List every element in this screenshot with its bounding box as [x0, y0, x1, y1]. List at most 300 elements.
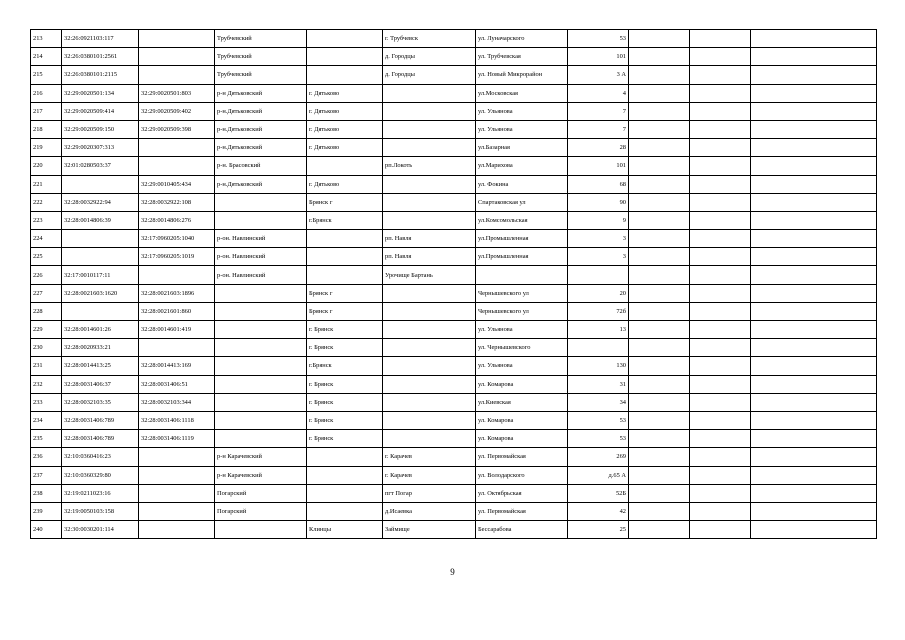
building-cadastral-number-cell: 32:17:0960205:1040: [139, 230, 215, 248]
extra-1-cell: [629, 266, 690, 284]
extra-1-cell: [629, 30, 690, 48]
row-number-cell: 235: [31, 430, 62, 448]
row-number-cell: 227: [31, 284, 62, 302]
settlement-cell: [383, 120, 476, 138]
settlement-cell: [383, 393, 476, 411]
city-cell: г. Брянск: [307, 430, 383, 448]
house-number-cell: д.65 А: [568, 466, 629, 484]
building-cadastral-number-cell: 32:28:0014601:419: [139, 321, 215, 339]
row-number-cell: 217: [31, 102, 62, 120]
extra-2-cell: [690, 521, 751, 539]
city-cell: г. Дятьково: [307, 139, 383, 157]
blank-cell: [751, 157, 877, 175]
blank-cell: [751, 521, 877, 539]
table-row: [31, 502, 877, 520]
cadastral-number-cell: 32:19:0050103:158: [62, 502, 139, 520]
street-cell: ул.Промышленная: [476, 248, 568, 266]
cadastral-number-cell: 32:29:0020501:134: [62, 84, 139, 102]
building-cadastral-number-cell: 32:29:0020509:402: [139, 102, 215, 120]
cadastral-number-cell: [62, 302, 139, 320]
settlement-cell: г. Карачев: [383, 466, 476, 484]
row-number-cell: 234: [31, 411, 62, 429]
house-number-cell: 101: [568, 48, 629, 66]
blank-cell: [751, 375, 877, 393]
house-number-cell: 3: [568, 230, 629, 248]
extra-1-cell: [629, 521, 690, 539]
city-cell: г. Брянск: [307, 411, 383, 429]
house-number-cell: [568, 266, 629, 284]
street-cell: ул.Базарная: [476, 139, 568, 157]
extra-2-cell: [690, 211, 751, 229]
settlement-cell: г. Трубчевск: [383, 30, 476, 48]
blank-cell: [751, 230, 877, 248]
row-number-cell: 222: [31, 193, 62, 211]
table-row: [31, 84, 877, 102]
table-row: [31, 120, 877, 138]
city-cell: [307, 30, 383, 48]
building-cadastral-number-cell: 32:28:0031406:1118: [139, 411, 215, 429]
street-cell: ул.Киевская: [476, 393, 568, 411]
blank-cell: [751, 466, 877, 484]
house-number-cell: 101: [568, 157, 629, 175]
district-cell: [215, 375, 307, 393]
row-number-cell: 216: [31, 84, 62, 102]
city-cell: [307, 248, 383, 266]
row-number-cell: 230: [31, 339, 62, 357]
house-number-cell: 31: [568, 375, 629, 393]
street-cell: ул. Комарова: [476, 411, 568, 429]
settlement-cell: пгт Погар: [383, 484, 476, 502]
table-row: [31, 102, 877, 120]
building-cadastral-number-cell: [139, 521, 215, 539]
row-number-cell: 224: [31, 230, 62, 248]
extra-2-cell: [690, 411, 751, 429]
extra-2-cell: [690, 120, 751, 138]
city-cell: г. Брянск: [307, 321, 383, 339]
settlement-cell: [383, 84, 476, 102]
city-cell: г. Брянск: [307, 339, 383, 357]
district-cell: [215, 193, 307, 211]
extra-2-cell: [690, 157, 751, 175]
table-row: [31, 139, 877, 157]
extra-2-cell: [690, 302, 751, 320]
district-cell: р-он. Навлинский: [215, 266, 307, 284]
house-number-cell: 130: [568, 357, 629, 375]
house-number-cell: 25: [568, 521, 629, 539]
extra-1-cell: [629, 502, 690, 520]
blank-cell: [751, 211, 877, 229]
district-cell: Погарский: [215, 502, 307, 520]
street-cell: ул. Ульянова: [476, 120, 568, 138]
table-row: [31, 230, 877, 248]
district-cell: р-он. Навлинский: [215, 230, 307, 248]
street-cell: ул. Ульянова: [476, 321, 568, 339]
city-cell: г. Брянск: [307, 375, 383, 393]
house-number-cell: 53: [568, 430, 629, 448]
settlement-cell: [383, 139, 476, 157]
extra-2-cell: [690, 266, 751, 284]
row-number-cell: 213: [31, 30, 62, 48]
settlement-cell: д.Исаевка: [383, 502, 476, 520]
street-cell: ул. Комарова: [476, 430, 568, 448]
settlement-cell: [383, 102, 476, 120]
extra-2-cell: [690, 466, 751, 484]
blank-cell: [751, 357, 877, 375]
district-cell: р-н.Дятьковский: [215, 139, 307, 157]
district-cell: р-н Дятьковский: [215, 84, 307, 102]
building-cadastral-number-cell: 32:28:0031406:1119: [139, 430, 215, 448]
table-row: [31, 30, 877, 48]
table-row: [31, 448, 877, 466]
row-number-cell: 218: [31, 120, 62, 138]
house-number-cell: 52Б: [568, 484, 629, 502]
extra-2-cell: [690, 193, 751, 211]
building-cadastral-number-cell: 32:28:0014806:276: [139, 211, 215, 229]
street-cell: [476, 266, 568, 284]
district-cell: Погарский: [215, 484, 307, 502]
street-cell: ул. Ульянова: [476, 102, 568, 120]
district-cell: р-н.Дятьковский: [215, 120, 307, 138]
cadastral-number-cell: 32:30:0030201:114: [62, 521, 139, 539]
cadastral-number-cell: 32:29:0020307:313: [62, 139, 139, 157]
settlement-cell: [383, 193, 476, 211]
table-row: [31, 375, 877, 393]
cadastral-number-cell: 32:26:0380101:2115: [62, 66, 139, 84]
city-cell: Брянск г: [307, 193, 383, 211]
building-cadastral-number-cell: [139, 30, 215, 48]
blank-cell: [751, 448, 877, 466]
district-cell: [215, 302, 307, 320]
district-cell: [215, 357, 307, 375]
row-number-cell: 232: [31, 375, 62, 393]
building-cadastral-number-cell: 32:29:0020509:398: [139, 120, 215, 138]
building-cadastral-number-cell: [139, 66, 215, 84]
extra-1-cell: [629, 284, 690, 302]
cadastral-number-cell: 32:28:0021603:1620: [62, 284, 139, 302]
building-cadastral-number-cell: 32:17:0960205:1019: [139, 248, 215, 266]
extra-2-cell: [690, 30, 751, 48]
cadastral-number-cell: 32:10:0360416:23: [62, 448, 139, 466]
city-cell: Брянск г: [307, 302, 383, 320]
table-row: [31, 175, 877, 193]
settlement-cell: рп. Навля: [383, 230, 476, 248]
table-row: [31, 48, 877, 66]
blank-cell: [751, 193, 877, 211]
house-number-cell: 53: [568, 411, 629, 429]
district-cell: р-н Карачевский: [215, 466, 307, 484]
street-cell: ул.Промышленная: [476, 230, 568, 248]
extra-2-cell: [690, 448, 751, 466]
extra-1-cell: [629, 448, 690, 466]
blank-cell: [751, 102, 877, 120]
city-cell: [307, 157, 383, 175]
house-number-cell: 20: [568, 284, 629, 302]
blank-cell: [751, 321, 877, 339]
house-number-cell: 9: [568, 211, 629, 229]
settlement-cell: Займище: [383, 521, 476, 539]
table-row: [31, 157, 877, 175]
extra-2-cell: [690, 139, 751, 157]
district-cell: [215, 411, 307, 429]
street-cell: ул. Октябрьская: [476, 484, 568, 502]
city-cell: г. Дятьково: [307, 120, 383, 138]
extra-1-cell: [629, 84, 690, 102]
city-cell: г.Брянск: [307, 357, 383, 375]
cadastral-number-cell: 32:26:0921103:117: [62, 30, 139, 48]
extra-1-cell: [629, 466, 690, 484]
cadastral-number-cell: 32:28:0031406:37: [62, 375, 139, 393]
extra-1-cell: [629, 484, 690, 502]
house-number-cell: 7: [568, 102, 629, 120]
settlement-cell: [383, 339, 476, 357]
district-cell: р-н. Брасовский: [215, 157, 307, 175]
street-cell: ул. Комарова: [476, 375, 568, 393]
city-cell: [307, 502, 383, 520]
row-number-cell: 240: [31, 521, 62, 539]
extra-1-cell: [629, 120, 690, 138]
city-cell: [307, 484, 383, 502]
city-cell: г. Брянск: [307, 393, 383, 411]
building-cadastral-number-cell: [139, 157, 215, 175]
building-cadastral-number-cell: 32:28:0021603:1896: [139, 284, 215, 302]
extra-2-cell: [690, 430, 751, 448]
house-number-cell: 3: [568, 248, 629, 266]
street-cell: Чернышевского ул: [476, 284, 568, 302]
table-row: [31, 248, 877, 266]
extra-1-cell: [629, 102, 690, 120]
cadastral-number-cell: 32:28:0014601:26: [62, 321, 139, 339]
settlement-cell: [383, 284, 476, 302]
table-row: [31, 193, 877, 211]
blank-cell: [751, 30, 877, 48]
street-cell: ул. Ульянова: [476, 357, 568, 375]
settlement-cell: д. Городцы: [383, 66, 476, 84]
cadastral-number-cell: [62, 230, 139, 248]
city-cell: г.Брянск: [307, 211, 383, 229]
extra-1-cell: [629, 302, 690, 320]
district-cell: [215, 521, 307, 539]
page-number: 9: [450, 567, 455, 577]
extra-1-cell: [629, 175, 690, 193]
extra-1-cell: [629, 139, 690, 157]
blank-cell: [751, 302, 877, 320]
house-number-cell: 68: [568, 175, 629, 193]
district-cell: [215, 284, 307, 302]
district-cell: [215, 393, 307, 411]
cadastral-number-cell: [62, 248, 139, 266]
district-cell: Трубчевский: [215, 66, 307, 84]
cadastral-number-cell: 32:28:0031406:789: [62, 411, 139, 429]
building-cadastral-number-cell: [139, 339, 215, 357]
city-cell: [307, 48, 383, 66]
street-cell: Бессарабова: [476, 521, 568, 539]
extra-2-cell: [690, 66, 751, 84]
settlement-cell: г. Карачев: [383, 448, 476, 466]
cadastral-number-cell: 32:28:0020933:21: [62, 339, 139, 357]
row-number-cell: 223: [31, 211, 62, 229]
building-cadastral-number-cell: 32:29:0020501:803: [139, 84, 215, 102]
city-cell: г. Дятьково: [307, 102, 383, 120]
city-cell: Клинцы: [307, 521, 383, 539]
district-cell: р-он. Навлинский: [215, 248, 307, 266]
settlement-cell: [383, 302, 476, 320]
extra-2-cell: [690, 375, 751, 393]
table-row: [31, 66, 877, 84]
extra-1-cell: [629, 211, 690, 229]
row-number-cell: 239: [31, 502, 62, 520]
blank-cell: [751, 84, 877, 102]
table-row: [31, 393, 877, 411]
extra-1-cell: [629, 230, 690, 248]
row-number-cell: 225: [31, 248, 62, 266]
city-cell: г. Дятьково: [307, 175, 383, 193]
extra-1-cell: [629, 357, 690, 375]
district-cell: р-н.Дятьковский: [215, 175, 307, 193]
street-cell: ул. Луначарского: [476, 30, 568, 48]
blank-cell: [751, 484, 877, 502]
row-number-cell: 229: [31, 321, 62, 339]
blank-cell: [751, 411, 877, 429]
table-row: [31, 466, 877, 484]
table-row: [31, 411, 877, 429]
blank-cell: [751, 430, 877, 448]
row-number-cell: 219: [31, 139, 62, 157]
extra-2-cell: [690, 248, 751, 266]
building-cadastral-number-cell: 32:28:0021601:860: [139, 302, 215, 320]
settlement-cell: [383, 175, 476, 193]
house-number-cell: 28: [568, 139, 629, 157]
street-cell: Спартаковская ул: [476, 193, 568, 211]
house-number-cell: 269: [568, 448, 629, 466]
building-cadastral-number-cell: 32:28:0031406:51: [139, 375, 215, 393]
building-cadastral-number-cell: [139, 502, 215, 520]
blank-cell: [751, 393, 877, 411]
settlement-cell: Урочище Бартань: [383, 266, 476, 284]
street-cell: ул.Комсомольская: [476, 211, 568, 229]
blank-cell: [751, 248, 877, 266]
extra-1-cell: [629, 375, 690, 393]
extra-1-cell: [629, 248, 690, 266]
blank-cell: [751, 139, 877, 157]
blank-cell: [751, 284, 877, 302]
row-number-cell: 215: [31, 66, 62, 84]
blank-cell: [751, 266, 877, 284]
settlement-cell: рп.Локоть: [383, 157, 476, 175]
extra-1-cell: [629, 411, 690, 429]
street-cell: ул.Марихова: [476, 157, 568, 175]
extra-1-cell: [629, 66, 690, 84]
table-row: [31, 302, 877, 320]
land-register-table: [30, 29, 877, 539]
blank-cell: [751, 66, 877, 84]
extra-1-cell: [629, 321, 690, 339]
street-cell: Чернышевского ул: [476, 302, 568, 320]
building-cadastral-number-cell: 32:28:0014413:169: [139, 357, 215, 375]
extra-2-cell: [690, 84, 751, 102]
settlement-cell: д. Городцы: [383, 48, 476, 66]
cadastral-number-cell: 32:29:0020509:150: [62, 120, 139, 138]
extra-1-cell: [629, 339, 690, 357]
cadastral-number-cell: 32:28:0031406:789: [62, 430, 139, 448]
street-cell: ул. Володарского: [476, 466, 568, 484]
city-cell: [307, 266, 383, 284]
settlement-cell: рп. Навля: [383, 248, 476, 266]
extra-1-cell: [629, 48, 690, 66]
building-cadastral-number-cell: [139, 466, 215, 484]
blank-cell: [751, 120, 877, 138]
house-number-cell: 13: [568, 321, 629, 339]
city-cell: Брянск г: [307, 284, 383, 302]
extra-2-cell: [690, 230, 751, 248]
house-number-cell: 4: [568, 84, 629, 102]
blank-cell: [751, 175, 877, 193]
district-cell: [215, 430, 307, 448]
extra-2-cell: [690, 175, 751, 193]
street-cell: ул.Московская: [476, 84, 568, 102]
house-number-cell: [568, 339, 629, 357]
extra-1-cell: [629, 193, 690, 211]
extra-1-cell: [629, 393, 690, 411]
extra-2-cell: [690, 484, 751, 502]
settlement-cell: [383, 211, 476, 229]
extra-2-cell: [690, 102, 751, 120]
cadastral-number-cell: 32:10:0360329:80: [62, 466, 139, 484]
blank-cell: [751, 48, 877, 66]
row-number-cell: 214: [31, 48, 62, 66]
cadastral-number-cell: 32:28:0014413:25: [62, 357, 139, 375]
cadastral-number-cell: 32:29:0020509:414: [62, 102, 139, 120]
building-cadastral-number-cell: 32:28:0032922:108: [139, 193, 215, 211]
settlement-cell: [383, 321, 476, 339]
extra-2-cell: [690, 393, 751, 411]
district-cell: [215, 339, 307, 357]
row-number-cell: 238: [31, 484, 62, 502]
cadastral-number-cell: 32:01:0280503:37: [62, 157, 139, 175]
extra-2-cell: [690, 321, 751, 339]
extra-2-cell: [690, 48, 751, 66]
extra-1-cell: [629, 157, 690, 175]
table-row: [31, 357, 877, 375]
building-cadastral-number-cell: [139, 448, 215, 466]
building-cadastral-number-cell: 32:28:0032103:344: [139, 393, 215, 411]
house-number-cell: 3 А: [568, 66, 629, 84]
house-number-cell: 7: [568, 120, 629, 138]
table-row: [31, 430, 877, 448]
extra-2-cell: [690, 284, 751, 302]
extra-2-cell: [690, 502, 751, 520]
settlement-cell: [383, 411, 476, 429]
house-number-cell: 42: [568, 502, 629, 520]
building-cadastral-number-cell: [139, 484, 215, 502]
district-cell: р-н Карачевский: [215, 448, 307, 466]
row-number-cell: 226: [31, 266, 62, 284]
city-cell: [307, 466, 383, 484]
cadastral-number-cell: 32:28:0032103:35: [62, 393, 139, 411]
row-number-cell: 237: [31, 466, 62, 484]
table-row: [31, 284, 877, 302]
cadastral-number-cell: 32:19:0211023:16: [62, 484, 139, 502]
district-cell: Трубчевский: [215, 30, 307, 48]
cadastral-number-cell: 32:26:0380101:2561: [62, 48, 139, 66]
table-row: [31, 266, 877, 284]
city-cell: [307, 230, 383, 248]
street-cell: ул. Первомайская: [476, 502, 568, 520]
row-number-cell: 231: [31, 357, 62, 375]
settlement-cell: [383, 357, 476, 375]
street-cell: ул. Первомайская: [476, 448, 568, 466]
building-cadastral-number-cell: [139, 139, 215, 157]
row-number-cell: 221: [31, 175, 62, 193]
